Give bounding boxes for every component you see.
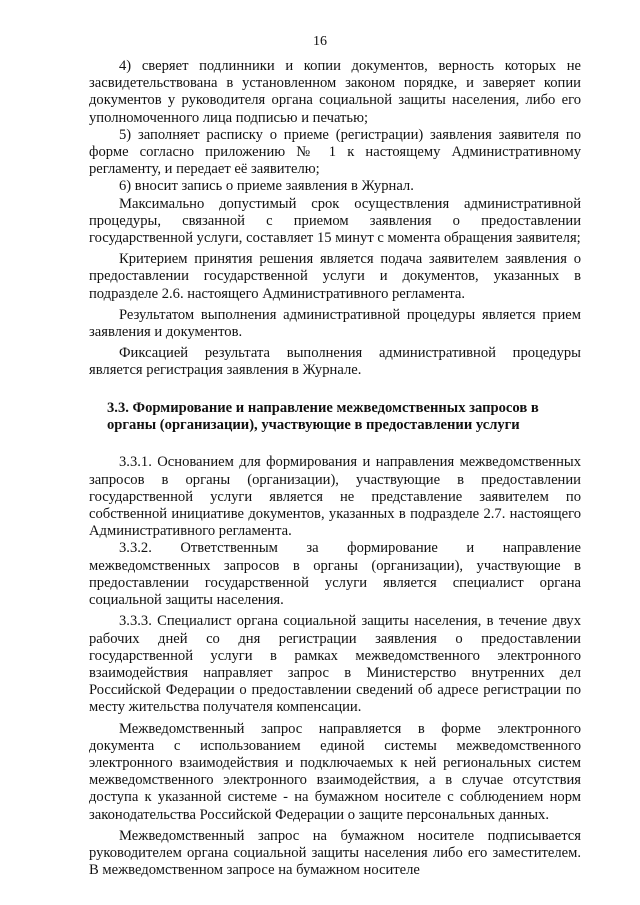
paragraph-decision-criterion: Критерием принятия решения является подача заявителем заявления о предоставлении государственной услуги и документов, указанных в подразделе 2.6. настоящего Административного регламента. [89,251,581,302]
paragraph-result: Результатом выполнения административной процедуры является прием заявления и документов. [89,306,581,341]
paragraph-item-6: 6) вносит запись о приеме заявления в Журнал. [119,178,414,195]
paragraph-3-3-1: 3.3.1. Основанием для формирования и направления межведомственных запросов в органы (организации), участвующие в предоставлении государственной услуги является не представление заявителем по собственной инициативе документов, указанных в подразделе 2.7. настоящего Административного регламента. [89,454,581,540]
paragraph-electronic-request: Межведомственный запрос направляется в форме электронного документа с использованием единой системы межведомственного электронного взаимодействия и подключаемых к ней региональных систем межведомственного электронного взаимодействия, а в случае отсутствия доступа к указанной системе - на бумажном носителе с соблюдением норм законодательства Российской Федерации о защите персональных данных. [89,720,581,823]
paragraph-max-duration: Максимально допустимый срок осуществления административной процедуры, связанной с приемом заявления о предоставлении государственной услуги, составляет 15 минут с момента обращения заявителя; [89,195,581,247]
paragraph-3-3-3: 3.3.3. Специалист органа социальной защиты населения, в течение двух рабочих дней со дня регистрации заявления о предоставлении государственной услуги в рамках межведомственного электронного взаимодействия направляет запрос в Министерство внутренних дел Российской Федерации о предоставлении сведений об адресе регистрации по месту жительства получателя компенсации. [89,613,581,716]
page-number: 16 [313,34,327,49]
paragraph-paper-request: Межведомственный запрос на бумажном носителе подписывается руководителем органа социальной защиты населения либо его заместителем. В межведомственном запросе на бумажном носителе [89,827,581,879]
paragraph-item-4: 4) сверяет подлинники и копии документов, верность которых не засвидетельствована в установленном законом порядке, и заверяет копии документов у руководителя органа социальной защиты населения, либо его уполномоченного лица подписью и печатью; [89,58,581,126]
paragraph-result-fixation: Фиксацией результата выполнения административной процедуры является регистрация заявления в Журнале. [89,345,581,379]
section-heading: 3.3. Формирование и направление межведомственных запросов в органы (организации), участвующие в предоставлении услуги [107,399,539,434]
paragraph-3-3-2: 3.3.2. Ответственным за формирование и направление межведомственных запросов в органы (организации), участвующие в предоставлении государственной услуги является специалист органа социальной защиты населения. [89,540,581,609]
paragraph-item-5: 5) заполняет расписку о приеме (регистрации) заявления заявителя по форме согласно приложению № 1 к настоящему Административному регламенту, и передает её заявителю; [89,126,581,178]
document-body [89,58,581,879]
